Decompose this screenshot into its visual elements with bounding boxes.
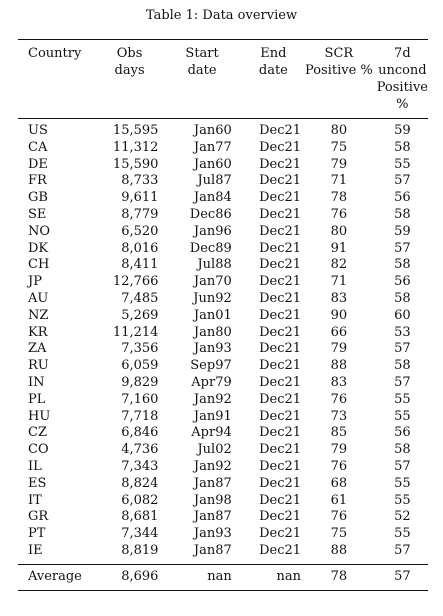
header-end-line2: date xyxy=(258,63,288,78)
cell-start-date: Jan93 xyxy=(193,341,232,357)
cell-obs-days: 7,356 xyxy=(121,341,159,357)
table-row xyxy=(18,241,428,258)
cell-obs-days: 5,269 xyxy=(121,307,159,323)
cell-country: CA xyxy=(28,139,48,155)
cell-scr-positive: 82 xyxy=(330,257,348,273)
average-row xyxy=(18,564,428,590)
table-row xyxy=(18,257,428,274)
cell-obs-days: 6,520 xyxy=(121,223,159,239)
cell-country: CZ xyxy=(28,425,47,441)
table-row xyxy=(18,325,428,342)
table-row xyxy=(18,119,428,140)
cell-7d-uncond-positive: 57 xyxy=(394,542,411,558)
cell-start-date: Dec86 xyxy=(189,206,232,222)
table-row xyxy=(18,375,428,392)
header-scr-line2: Positive % xyxy=(304,63,373,78)
table-row xyxy=(18,409,428,426)
cell-scr-positive: 76 xyxy=(330,458,348,474)
cell-obs-days: 8,411 xyxy=(121,257,159,273)
cell-obs-days: 6,846 xyxy=(121,425,159,441)
cell-scr-positive: 76 xyxy=(330,509,348,525)
cell-start-date: Jan87 xyxy=(193,475,232,491)
cell-start-date: Jan92 xyxy=(193,391,232,407)
cell-end-date: Dec21 xyxy=(259,190,302,206)
table-row xyxy=(18,341,428,358)
cell-country: HU xyxy=(28,408,51,424)
cell-end-date: Dec21 xyxy=(259,509,302,525)
header-7d-line1: 7d uncond xyxy=(378,46,427,78)
cell-end-date: Dec21 xyxy=(259,475,302,491)
table-row xyxy=(18,291,428,308)
cell-start-date: Jan60 xyxy=(193,156,232,172)
cell-end-date: Dec21 xyxy=(259,307,302,323)
cell-end-date: Dec21 xyxy=(259,408,302,424)
cell-start-date: Jul88 xyxy=(197,257,232,273)
cell-country: CH xyxy=(28,257,50,273)
table-row xyxy=(18,224,428,241)
cell-7d-uncond-positive: 60 xyxy=(394,307,411,323)
cell-end-date: Dec21 xyxy=(259,391,302,407)
cell-country: NO xyxy=(28,223,51,239)
cell-start-date: Jan77 xyxy=(193,139,232,155)
cell-scr-positive: 61 xyxy=(330,492,348,508)
cell-end-date: Dec21 xyxy=(259,240,302,256)
cell-scr-positive: 88 xyxy=(330,358,348,374)
cell-start-date: Jan87 xyxy=(193,509,232,525)
cell-scr-positive: 83 xyxy=(330,290,348,306)
cell-country: ES xyxy=(28,475,47,491)
cell-start-date: Sep97 xyxy=(190,358,232,374)
cell-start-date: Apr79 xyxy=(191,374,232,390)
cell-scr-positive: 79 xyxy=(330,156,348,172)
cell-country: DK xyxy=(28,240,49,256)
cell-end-date: Dec21 xyxy=(259,173,302,189)
cell-country: JP xyxy=(28,274,42,290)
cell-7d-uncond-positive: 56 xyxy=(394,190,411,206)
data-overview-table-wrapper xyxy=(18,39,428,591)
cell-7d-uncond-positive: 55 xyxy=(394,475,411,491)
cell-obs-days: 7,344 xyxy=(121,526,159,542)
cell-country: GR xyxy=(28,509,49,525)
cell-country: AU xyxy=(28,290,49,306)
cell-country: FR xyxy=(28,173,47,189)
cell-end-date: Dec21 xyxy=(259,526,302,542)
cell-country: IN xyxy=(28,374,45,390)
cell-scr-positive: 76 xyxy=(330,206,348,222)
table-row xyxy=(18,207,428,224)
cell-scr-positive: 85 xyxy=(330,425,348,441)
table-row xyxy=(18,493,428,510)
table-row xyxy=(18,425,428,442)
header-7d-uncond-positive xyxy=(377,40,428,119)
header-start-line1: Start xyxy=(185,46,219,61)
cell-start-date: Jan80 xyxy=(193,324,232,340)
header-start-line2: date xyxy=(187,63,217,78)
cell-obs-days: 8,681 xyxy=(121,509,159,525)
cell-scr-positive: 79 xyxy=(330,341,348,357)
cell-country: GB xyxy=(28,190,48,206)
cell-end-date: Dec21 xyxy=(259,290,302,306)
cell-start-date: Jan93 xyxy=(193,526,232,542)
cell-start-date: Jan70 xyxy=(193,274,232,290)
cell-7d-uncond-positive: 56 xyxy=(394,274,411,290)
table-row xyxy=(18,274,428,291)
cell-country: DE xyxy=(28,156,48,172)
cell-end-date: Dec21 xyxy=(259,442,302,458)
cell-country: IL xyxy=(28,458,42,474)
cell-end-date: Dec21 xyxy=(259,156,302,172)
header-7d-line2: Positive % xyxy=(376,80,428,112)
cell-end-date: Dec21 xyxy=(259,358,302,374)
table-row xyxy=(18,190,428,207)
cell-scr-positive: 80 xyxy=(330,123,348,138)
table-row xyxy=(18,173,428,190)
table-row xyxy=(18,543,428,564)
cell-start-date: Dec89 xyxy=(189,240,232,256)
cell-country: US xyxy=(28,123,48,138)
cell-start-date: Jan84 xyxy=(193,190,232,206)
table-row xyxy=(18,459,428,476)
cell-start-date: Jan60 xyxy=(193,123,232,138)
cell-7d-uncond-positive: 57 xyxy=(394,458,411,474)
cell-end-date: Dec21 xyxy=(259,324,302,340)
average-scr: 78 xyxy=(301,564,377,590)
cell-country: IT xyxy=(28,492,42,508)
table-row xyxy=(18,308,428,325)
table-row xyxy=(18,509,428,526)
cell-scr-positive: 90 xyxy=(330,307,348,323)
cell-scr-positive: 83 xyxy=(330,374,348,390)
cell-7d-uncond-positive: 58 xyxy=(394,442,411,458)
cell-scr-positive: 78 xyxy=(330,190,348,206)
cell-7d-uncond-positive: 59 xyxy=(394,123,411,138)
cell-country: RU xyxy=(28,358,49,374)
header-row xyxy=(18,40,428,119)
header-obs-days xyxy=(89,40,159,119)
cell-country: CO xyxy=(28,442,49,458)
cell-7d-uncond-positive: 57 xyxy=(394,240,411,256)
cell-start-date: Jan91 xyxy=(193,408,232,424)
cell-obs-days: 4,736 xyxy=(121,442,159,458)
cell-obs-days: 9,829 xyxy=(121,374,159,390)
cell-country: NZ xyxy=(28,307,49,323)
cell-7d-uncond-positive: 53 xyxy=(394,324,411,340)
cell-scr-positive: 73 xyxy=(330,408,348,424)
cell-obs-days: 8,824 xyxy=(121,475,159,491)
cell-7d-uncond-positive: 59 xyxy=(394,223,411,239)
cell-7d-uncond-positive: 55 xyxy=(394,391,411,407)
cell-scr-positive: 66 xyxy=(330,324,348,340)
cell-7d-uncond-positive: 58 xyxy=(394,358,411,374)
table-row xyxy=(18,526,428,543)
cell-scr-positive: 75 xyxy=(330,526,348,542)
cell-start-date: Jan01 xyxy=(193,307,232,323)
header-start-date xyxy=(158,40,231,119)
cell-start-date: Apr94 xyxy=(191,425,232,441)
cell-7d-uncond-positive: 58 xyxy=(394,290,411,306)
average-start: nan xyxy=(158,564,231,590)
cell-scr-positive: 75 xyxy=(330,139,348,155)
cell-start-date: Jul02 xyxy=(197,442,232,458)
average-obs: 8,696 xyxy=(89,564,159,590)
cell-end-date: Dec21 xyxy=(259,425,302,441)
cell-7d-uncond-positive: 58 xyxy=(394,206,411,222)
data-overview-table xyxy=(18,39,428,591)
cell-7d-uncond-positive: 58 xyxy=(394,257,411,273)
cell-end-date: Dec21 xyxy=(259,206,302,222)
cell-7d-uncond-positive: 55 xyxy=(394,526,411,542)
cell-country: IE xyxy=(28,542,43,558)
cell-end-date: Dec21 xyxy=(259,123,302,138)
header-end-date xyxy=(232,40,301,119)
cell-obs-days: 8,016 xyxy=(121,240,159,256)
table-caption: Table 1: Data overview xyxy=(145,8,298,23)
cell-scr-positive: 68 xyxy=(330,475,348,491)
cell-obs-days: 8,779 xyxy=(121,206,159,222)
cell-7d-uncond-positive: 55 xyxy=(394,492,411,508)
cell-end-date: Dec21 xyxy=(259,374,302,390)
cell-obs-days: 11,312 xyxy=(112,139,159,155)
table-row xyxy=(18,358,428,375)
cell-scr-positive: 71 xyxy=(330,173,348,189)
cell-obs-days: 6,059 xyxy=(121,358,159,374)
cell-7d-uncond-positive: 58 xyxy=(394,139,411,155)
table-row xyxy=(18,442,428,459)
table-header xyxy=(18,40,428,119)
cell-start-date: Jan98 xyxy=(193,492,232,508)
cell-country: KR xyxy=(28,324,48,340)
cell-scr-positive: 80 xyxy=(330,223,348,239)
cell-end-date: Dec21 xyxy=(259,257,302,273)
cell-obs-days: 7,160 xyxy=(121,391,159,407)
cell-country: SE xyxy=(28,206,47,222)
cell-country: PL xyxy=(28,391,46,407)
cell-obs-days: 15,590 xyxy=(112,156,159,172)
cell-end-date: Dec21 xyxy=(259,274,302,290)
cell-scr-positive: 71 xyxy=(330,274,348,290)
cell-7d-uncond-positive: 55 xyxy=(394,408,411,424)
cell-7d-uncond-positive: 52 xyxy=(394,509,411,525)
cell-scr-positive: 79 xyxy=(330,442,348,458)
cell-end-date: Dec21 xyxy=(259,542,302,558)
cell-scr-positive: 91 xyxy=(330,240,348,256)
cell-end-date: Dec21 xyxy=(259,223,302,239)
cell-7d-uncond-positive: 57 xyxy=(394,374,411,390)
cell-obs-days: 6,082 xyxy=(121,492,159,508)
average-end: nan xyxy=(232,564,301,590)
cell-obs-days: 11,214 xyxy=(112,324,159,340)
average-7d-uncond: 57 xyxy=(377,564,428,590)
cell-obs-days: 12,766 xyxy=(112,274,159,290)
cell-country: ZA xyxy=(28,341,47,357)
table-row xyxy=(18,392,428,409)
cell-obs-days: 15,595 xyxy=(112,123,159,138)
table-footer xyxy=(18,564,428,590)
cell-scr-positive: 88 xyxy=(330,542,348,558)
header-obs-line1: Obs xyxy=(116,46,143,61)
cell-obs-days: 8,819 xyxy=(121,542,159,558)
cell-start-date: Jul87 xyxy=(197,173,232,189)
header-end-line1: End xyxy=(260,46,287,61)
cell-start-date: Jan87 xyxy=(193,542,232,558)
cell-country: PT xyxy=(28,526,46,542)
cell-obs-days: 7,718 xyxy=(121,408,159,424)
table-body xyxy=(18,119,428,565)
header-obs-line2: days xyxy=(114,63,145,78)
cell-obs-days: 9,611 xyxy=(121,190,159,206)
cell-end-date: Dec21 xyxy=(259,139,302,155)
cell-start-date: Jan92 xyxy=(193,458,232,474)
cell-obs-days: 8,733 xyxy=(121,173,159,189)
header-country-line1: Country xyxy=(28,46,82,61)
cell-scr-positive: 76 xyxy=(330,391,348,407)
header-scr-positive xyxy=(301,40,377,119)
average-label: Average xyxy=(18,564,89,590)
cell-7d-uncond-positive: 57 xyxy=(394,341,411,357)
cell-obs-days: 7,343 xyxy=(121,458,159,474)
table-row xyxy=(18,476,428,493)
cell-obs-days: 7,485 xyxy=(121,290,159,306)
table-row xyxy=(18,157,428,174)
cell-end-date: Dec21 xyxy=(259,458,302,474)
cell-end-date: Dec21 xyxy=(259,341,302,357)
cell-7d-uncond-positive: 55 xyxy=(394,156,411,172)
cell-7d-uncond-positive: 57 xyxy=(394,173,411,189)
cell-end-date: Dec21 xyxy=(259,492,302,508)
header-country xyxy=(18,40,89,119)
header-scr-line1: SCR xyxy=(324,46,354,61)
table-row xyxy=(18,140,428,157)
cell-7d-uncond-positive: 56 xyxy=(394,425,411,441)
cell-start-date: Jan96 xyxy=(193,223,232,239)
cell-start-date: Jun92 xyxy=(193,290,232,306)
